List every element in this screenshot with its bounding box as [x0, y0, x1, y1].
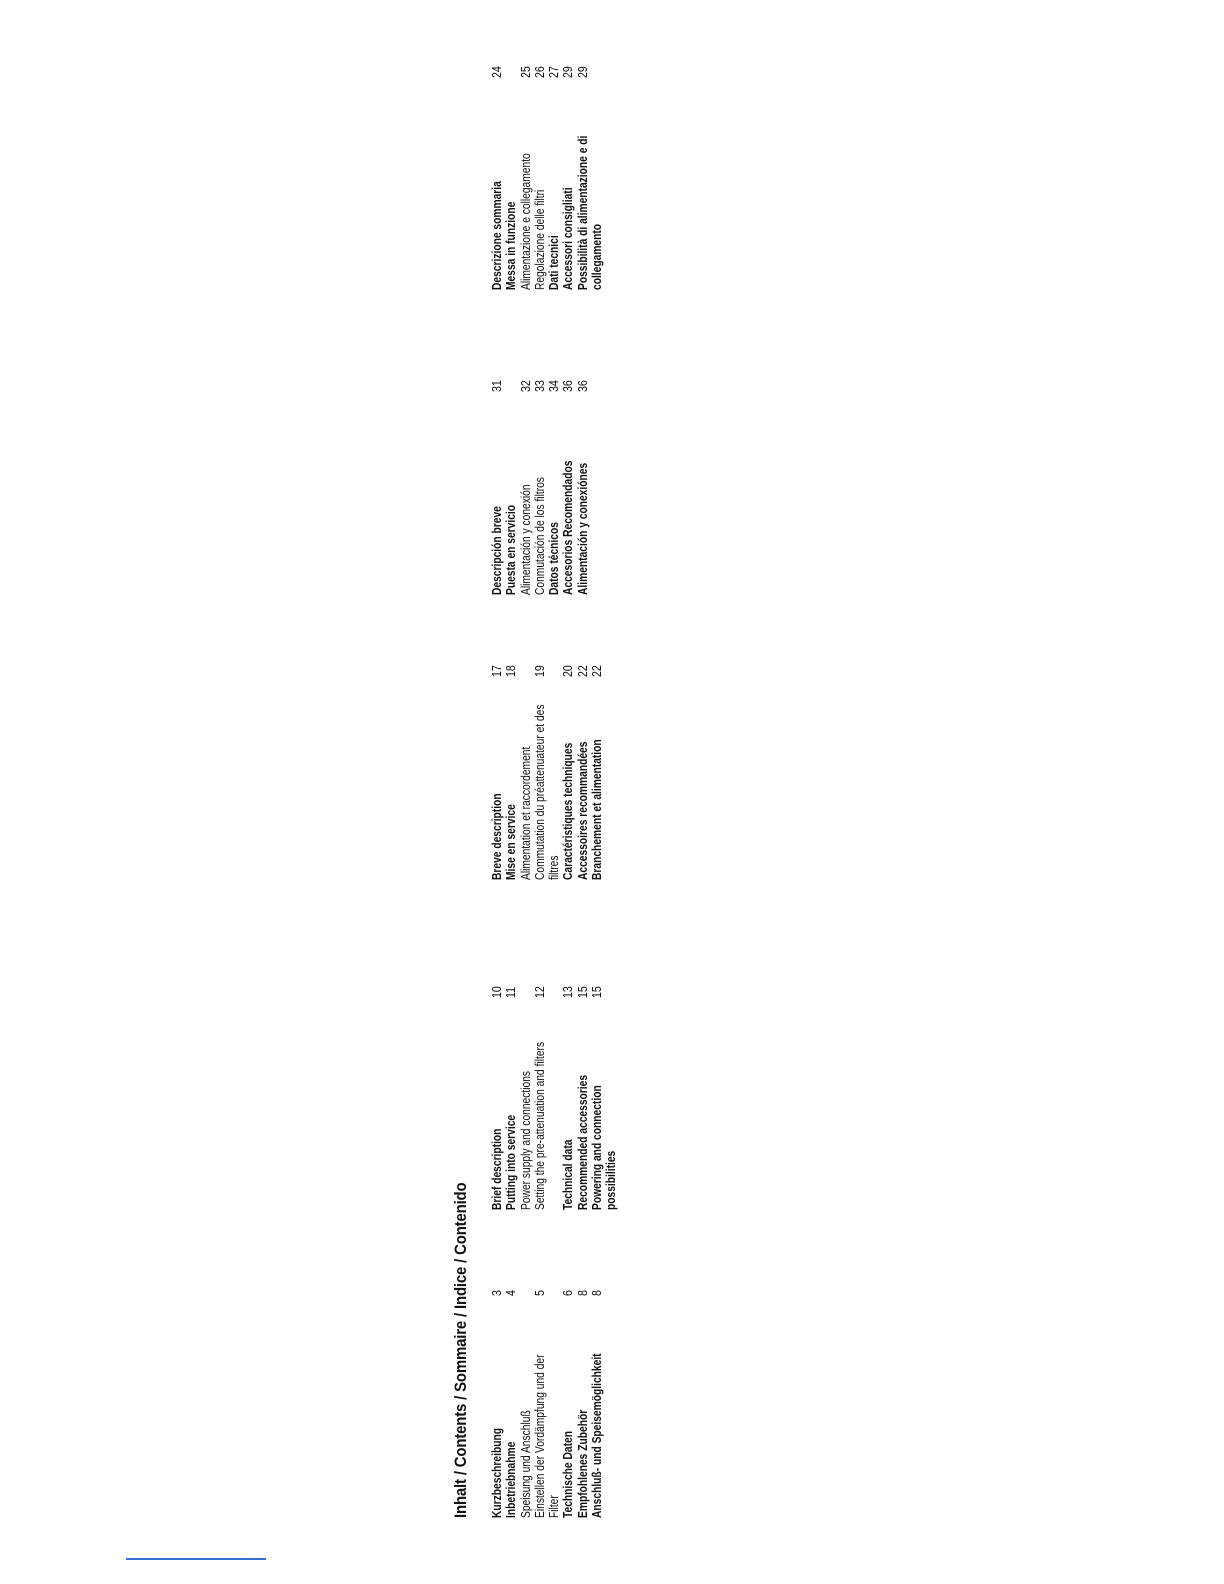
- toc-entry-label: Commutation du préattenuateur et des filtres: [532, 704, 562, 880]
- toc-entry-page: 15: [575, 986, 590, 998]
- toc-entry-page: 12: [532, 986, 547, 998]
- toc-entry-page: 18: [504, 665, 519, 677]
- toc-entry-page: 34: [547, 380, 562, 392]
- toc-entry-label: Alimentación y conexión: [518, 484, 533, 595]
- toc-entry-page: 22: [590, 665, 605, 677]
- toc-entry-label: Possibilità di alimentazione e di collegamento: [575, 135, 605, 290]
- toc-entry-page: 19: [532, 665, 547, 677]
- toc-entry-label: Mise en service: [504, 804, 519, 880]
- toc-entry-label: Alimentación y conexiónes: [575, 462, 590, 595]
- toc-entry-page: 31: [490, 380, 504, 392]
- toc-entry-label: Branchement et alimentation: [590, 739, 605, 880]
- toc-entry-page: 10: [490, 986, 504, 998]
- toc-entry-page: 26: [532, 66, 547, 78]
- toc-entry-page: 36: [561, 380, 576, 392]
- toc-entry-label: Breve description: [490, 793, 504, 880]
- toc-entry-label: Datos técnicos: [547, 522, 562, 595]
- toc-title: Inhalt / Contents / Sommaire / Indice / Contenido: [451, 1182, 470, 1518]
- toc-entry-label: Descrizione sommaria: [490, 181, 504, 290]
- toc-entry-label: Putting into service: [504, 1114, 519, 1210]
- footer-rule: [126, 1558, 266, 1560]
- toc-entry-page: 29: [575, 66, 590, 78]
- toc-entry-label: Alimentation et raccordement: [518, 746, 533, 880]
- toc-entry-label: Technical data: [561, 1139, 576, 1210]
- toc-entry-page: 29: [561, 66, 576, 78]
- toc-entry-page: 11: [504, 986, 519, 998]
- toc-entry-label: Powering and connection possibilities: [590, 1085, 619, 1210]
- toc-entry-label: Messa in funzione: [504, 201, 519, 290]
- toc-entry-page: 3: [490, 1290, 504, 1296]
- toc-entry-page: 25: [518, 66, 533, 78]
- toc-entry-label: Anschluß- und Speisemöglichkeit: [590, 1353, 605, 1518]
- toc-entry-page: 22: [575, 665, 590, 677]
- toc-entry-label: Setting the pre-attenuation and filters: [532, 1041, 547, 1210]
- toc-entry-page: 6: [561, 1290, 576, 1296]
- toc-entry-label: Descripción breve: [490, 506, 504, 595]
- toc-entry-label: Caractéristiques techniques: [561, 742, 576, 880]
- toc-entry-page: 8: [575, 1290, 590, 1296]
- toc-entry-page: 5: [532, 1290, 547, 1296]
- toc-entry-label: Einstellen der Vordämpfung und der Filter: [532, 1354, 562, 1518]
- toc-entry-label: Accesorios Recomendados: [561, 460, 576, 595]
- toc-entry-label: Technische Daten: [561, 1431, 576, 1518]
- toc-entry-page: 13: [561, 986, 576, 998]
- toc-entry-label: Kurzbeschreibung: [490, 1428, 504, 1518]
- toc-entry-label: Accessori consigliati: [561, 187, 576, 290]
- toc-entry-page: 36: [575, 380, 590, 392]
- toc-entry-label: Brief description: [490, 1128, 504, 1210]
- toc-entry-label: Regolazione delle filtri: [532, 189, 547, 290]
- toc-entry-page: 4: [504, 1290, 519, 1296]
- toc-entry-label: Accessoires recommandées: [575, 741, 590, 880]
- toc-entry-label: Recommended accessories: [575, 1074, 590, 1210]
- toc-entry-label: Dati tecnici: [547, 235, 562, 290]
- toc-entry-label: Conmutación de los filtros: [532, 477, 547, 595]
- rotated-toc: [451, 10, 651, 1540]
- toc-entry-page: 8: [590, 1290, 605, 1296]
- toc-entry-page: 24: [490, 66, 504, 78]
- toc-entry-page: 33: [532, 380, 547, 392]
- toc-entry-label: Inbetriebnahme: [504, 1441, 519, 1518]
- toc-entry-label: Empfohlenes Zubehör: [575, 1409, 590, 1518]
- toc-entry-page: 20: [561, 665, 576, 677]
- toc-entry-page: 17: [490, 665, 504, 677]
- toc-entry-page: 32: [518, 380, 533, 392]
- toc-entry-label: Alimentazione e collegamento: [518, 153, 533, 290]
- toc-entry-page: 27: [547, 66, 562, 78]
- toc-entry-label: Speisung und Anschluß: [518, 1410, 533, 1518]
- toc-entry-label: Puesta en servicio: [504, 504, 519, 595]
- toc-entry-page: 15: [590, 986, 605, 998]
- toc-entry-label: Power supply and connections: [518, 1070, 533, 1210]
